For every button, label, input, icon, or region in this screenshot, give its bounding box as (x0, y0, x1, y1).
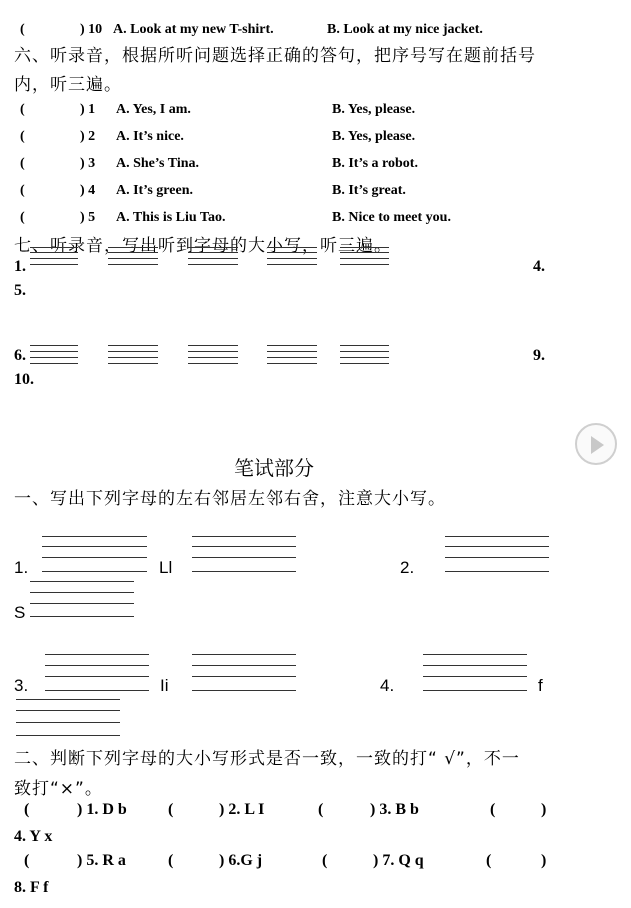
option-a: A. Yes, I am. (116, 102, 191, 117)
option-b: B. Look at my nice jacket. (327, 22, 483, 37)
question-item: ) 1. D b (77, 801, 127, 818)
question-item: ) 5. R a (77, 852, 126, 869)
item-number-4: 4. (533, 258, 545, 275)
item-number-9: 9. (533, 347, 545, 364)
q1-number: 1. (14, 558, 29, 577)
question-item: 8. F f (14, 879, 49, 896)
q2-letter: S (14, 603, 26, 622)
q4-number: 4. (380, 676, 395, 695)
answer-paren-open: ( (20, 102, 25, 117)
question-item: 4. Y x (14, 828, 53, 845)
question-number: ) 10 (80, 22, 103, 37)
section6-instruction-line2: 内，听三遍。 (14, 75, 122, 95)
answer-paren-close: ) (541, 852, 547, 869)
question-number: ) 1 (80, 102, 96, 117)
question-item: ) 6.G j (219, 852, 263, 869)
written-section1-instruction: 一、写出下列字母的左右邻居左邻右舍，注意大小写。 (14, 489, 446, 509)
option-b: B. Yes, please. (332, 102, 416, 117)
answer-paren-open: ( (318, 801, 324, 818)
answer-paren-open: ( (168, 852, 174, 869)
answer-paren-open: ( (20, 156, 25, 171)
q4-letter: f (538, 676, 543, 695)
answer-paren-close: ) (541, 801, 547, 818)
question-item: ) 3. B b (370, 801, 419, 818)
question-item: ) 7. Q q (373, 852, 424, 869)
answer-paren-open: ( (20, 129, 25, 144)
option-a: A. Look at my new T-shirt. (113, 22, 274, 37)
section2-instruction-line2: 致打“×”。 (14, 779, 103, 799)
section2-instruction-line1: 二、判断下列字母的大小写形式是否一致，一致的打“ √”，不一 (14, 749, 520, 769)
section6-instruction-line1: 六、听录音，根据所听问题选择正确的答句，把序号写在题前括号 (14, 46, 536, 66)
play-icon (587, 434, 607, 456)
question-number: ) 3 (80, 156, 96, 171)
section7-instruction: 七、听录音，写出听到字母的大小写，听三遍。 (14, 236, 392, 256)
question-item: ) 2. L I (219, 801, 265, 818)
option-a: A. She’s Tina. (116, 156, 199, 171)
q3-number: 3. (14, 676, 29, 695)
option-b: B. Nice to meet you. (332, 210, 451, 225)
option-b: B. It’s a robot. (332, 156, 418, 171)
answer-paren-open: ( (20, 210, 25, 225)
question-number: ) 5 (80, 210, 96, 225)
item-number-10: 10. (14, 371, 34, 388)
answer-paren-open: ( (490, 801, 496, 818)
option-b: B. Yes, please. (332, 129, 416, 144)
q3-letter: Ii (160, 676, 169, 695)
question-number: ) 4 (80, 183, 96, 198)
answer-paren-open: ( (24, 801, 30, 818)
play-button[interactable] (575, 423, 617, 465)
option-a: A. It’s green. (116, 183, 193, 198)
answer-paren-open: ( (20, 22, 25, 37)
written-part-title: 笔试部分 (234, 456, 314, 480)
q2-number: 2. (400, 558, 415, 577)
option-a: A. This is Liu Tao. (116, 210, 226, 225)
q1-letter: Ll (159, 558, 173, 577)
option-b: B. It’s great. (332, 183, 406, 198)
answer-paren-open: ( (168, 801, 174, 818)
option-a: A. It’s nice. (116, 129, 184, 144)
answer-paren-open: ( (20, 183, 25, 198)
question-number: ) 2 (80, 129, 96, 144)
answer-paren-open: ( (486, 852, 492, 869)
answer-paren-open: ( (322, 852, 328, 869)
answer-paren-open: ( (24, 852, 30, 869)
item-number-1: 1. (14, 258, 26, 275)
item-number-5: 5. (14, 282, 26, 299)
item-number-6: 6. (14, 347, 26, 364)
